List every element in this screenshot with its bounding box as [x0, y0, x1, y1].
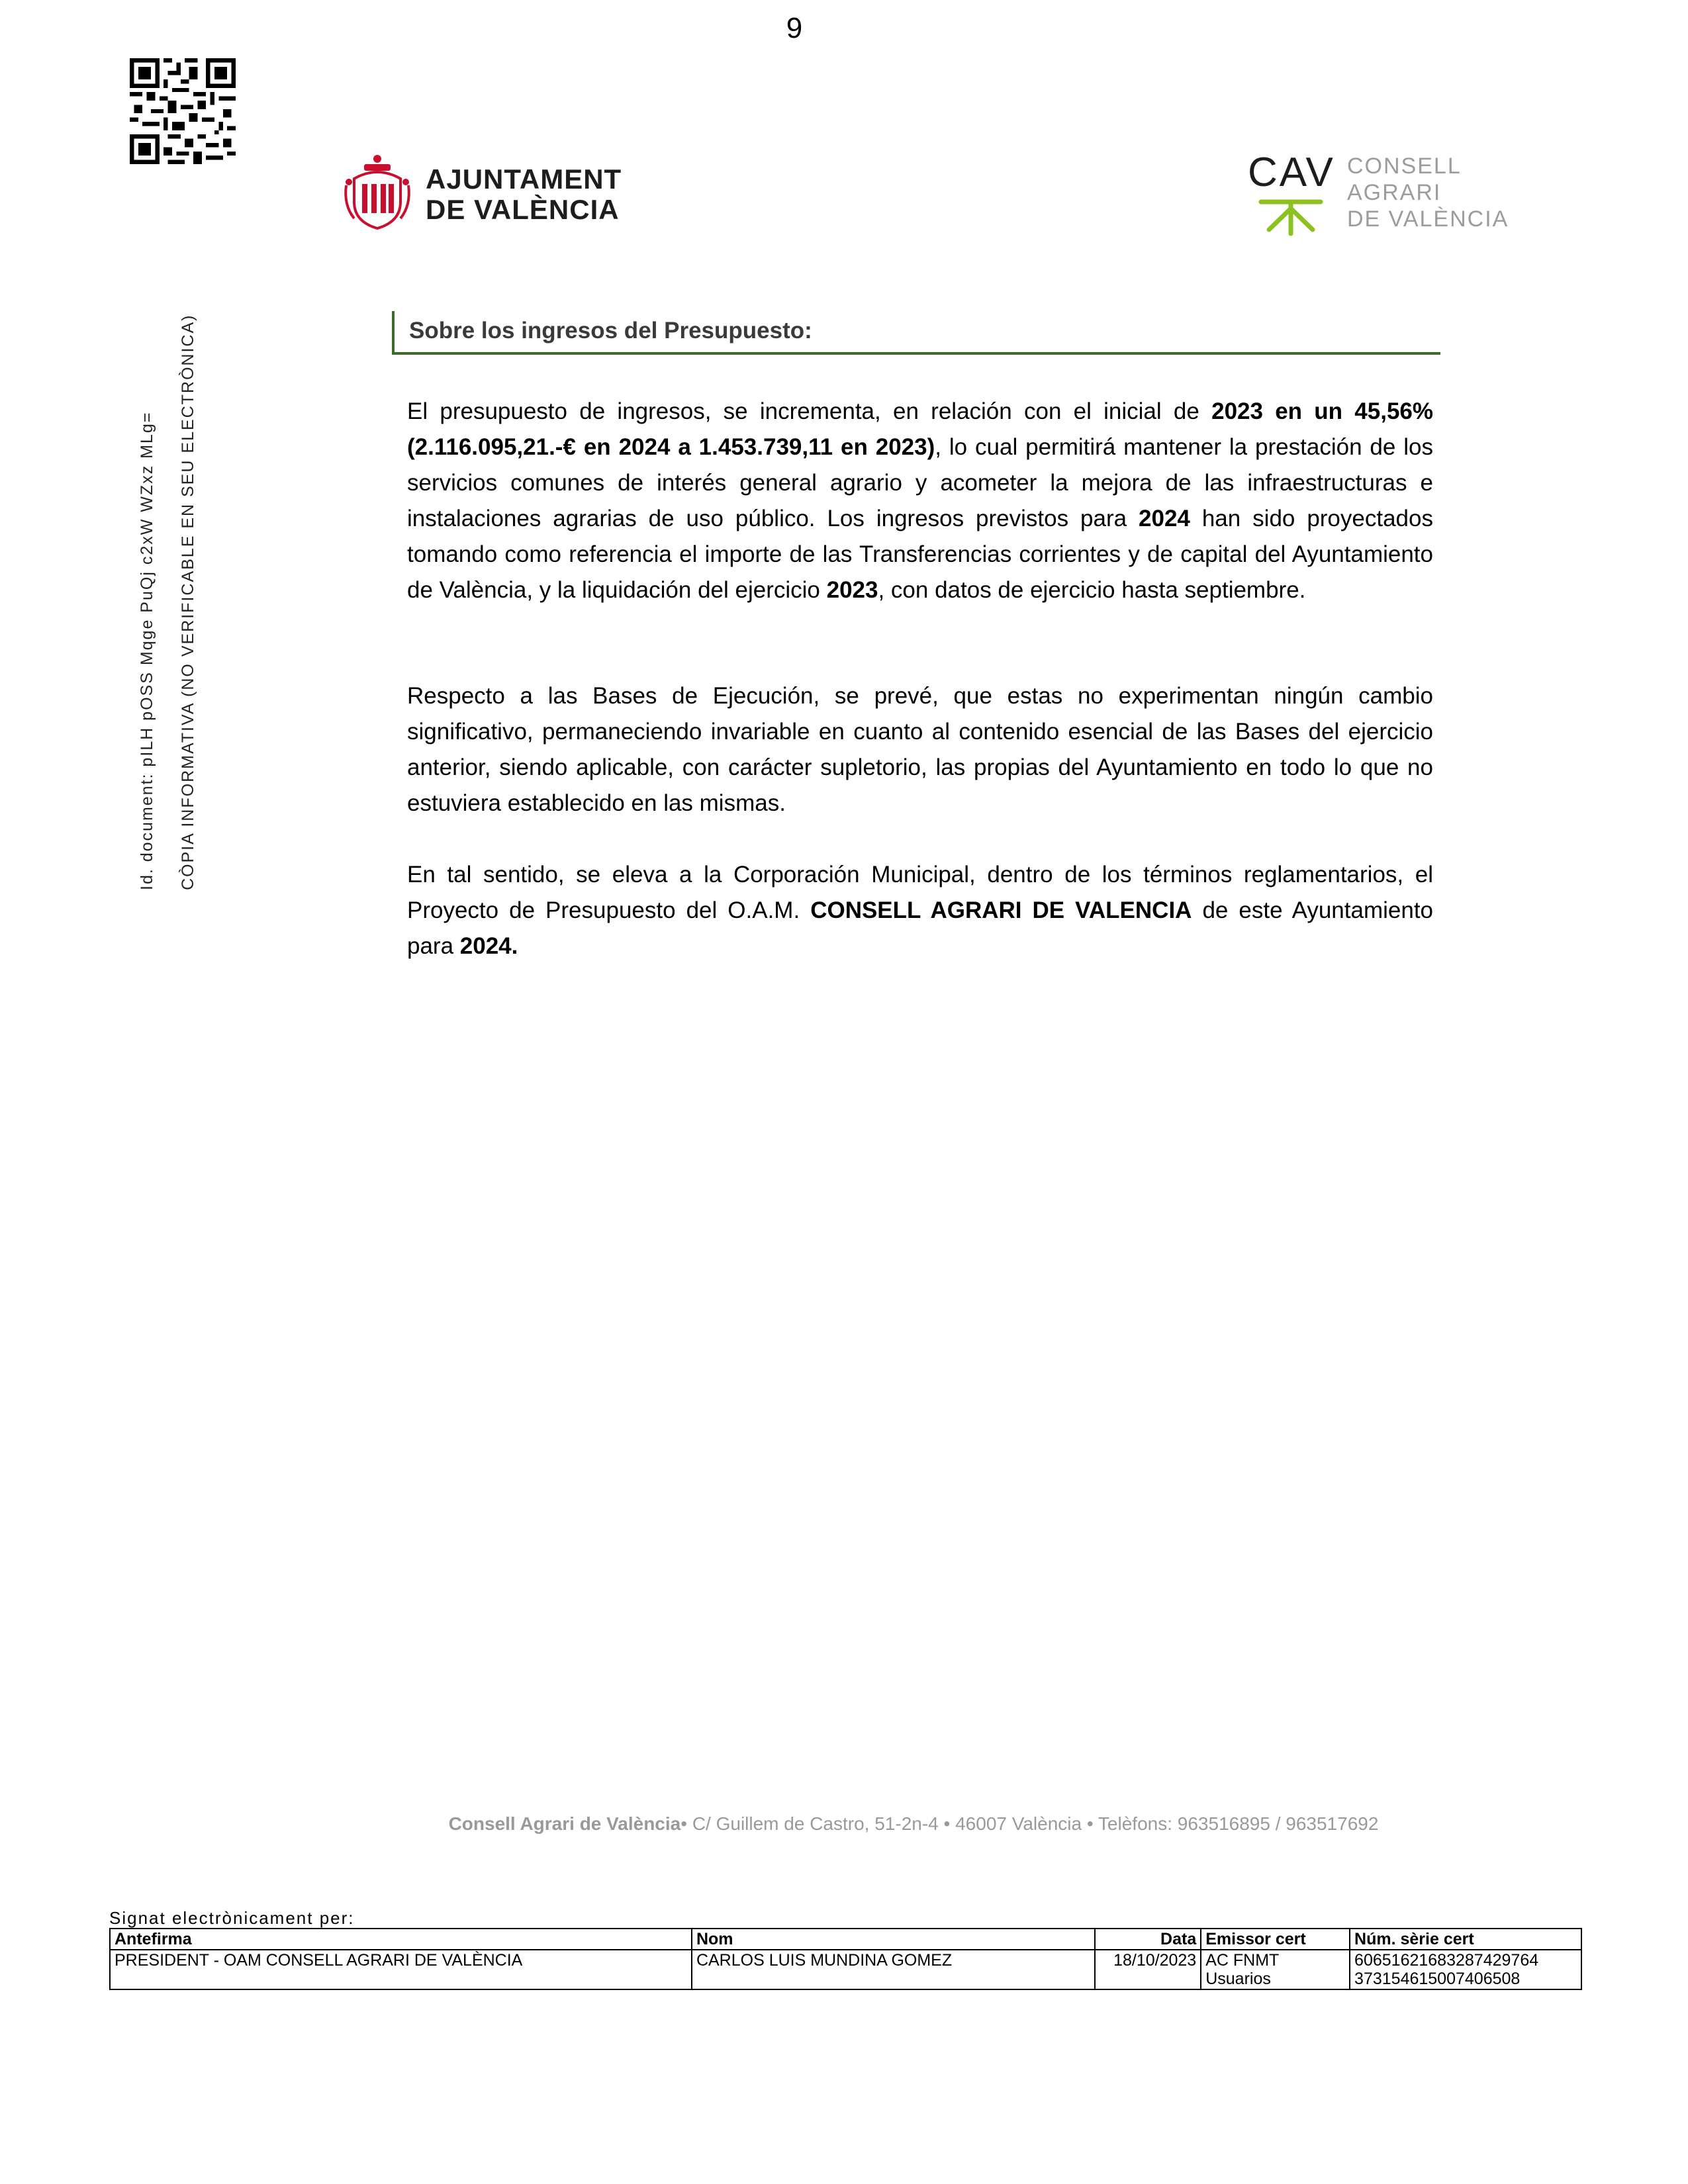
- p1-text-4: , con datos de ejercicio hasta septiembre.: [878, 577, 1306, 603]
- copy-notice: CÒPIA INFORMATIVA (NO VERIFICABLE EN SEU ELECTRÒNICA): [179, 314, 197, 890]
- ajuntament-shield-icon: [341, 152, 414, 232]
- footer-address-text: • C/ Guillem de Castro, 51-2n-4 • 46007 València • Telèfons: 963516895 / 963517692: [680, 1813, 1379, 1834]
- cav-line-2: AGRARI: [1347, 180, 1442, 205]
- p3-text-1: En tal sentido, se eleva a la Corporación Municipal, dentro de los términos reglamentarios, el Proyecto de Presupuesto del O.A.M.: [407, 862, 1433, 923]
- serie-line-2: 373154615007406508: [1354, 1970, 1521, 1988]
- p1-text-3: han sido proyectados tomando como referencia el importe de las Transferencias corrientes y de capital del Ayuntamiento de València, y la liquidación del ejercicio: [407, 506, 1433, 603]
- ajuntament-logo: [341, 152, 622, 232]
- cav-line-1: CONSELL: [1347, 154, 1462, 179]
- header-serie: Núm. sèrie cert: [1350, 1929, 1581, 1950]
- cell-antefirma: PRESIDENT - OAM CONSELL AGRARI DE VALÈNCIA: [110, 1950, 692, 1989]
- paragraph-ingresos: [407, 394, 1433, 608]
- cav-logo: [1248, 149, 1513, 235]
- page-number: 9: [786, 12, 803, 44]
- emissor-line-1: AC FNMT: [1205, 1951, 1280, 1970]
- table-row: [110, 1950, 1581, 1989]
- paragraph-bases: Respecto a las Bases de Ejecución, se prevé, que estas no experimentan ningún cambio significativo, permaneciendo invariable en cuanto al contenido esencial de las Bases del ejercicio anterior, siendo aplicable, con carácter supletorio, las propias del Ayuntamiento en todo lo que no estuviera establecido en las mismas.: [407, 683, 1433, 816]
- document-id: Id. document: pILH pOSS Mqge PuQj c2xW WZxz MLg=: [138, 411, 156, 890]
- cav-wordmark: [1347, 153, 1509, 232]
- emissor-line-2: Usuarios: [1205, 1970, 1271, 1988]
- p1-bold-1: 2023 en un 45,56% (2.116.095,21.-€ en 2024 a 1.453.739,11 en 2023): [407, 398, 1434, 460]
- p1-bold-3: 2023: [826, 577, 878, 603]
- qr-code-icon: [130, 58, 236, 164]
- signature-table: [109, 1928, 1582, 1990]
- header-nom: Nom: [692, 1929, 1095, 1950]
- ajuntament-wordmark: [426, 164, 622, 225]
- section-heading: [392, 311, 1440, 355]
- p1-text-1: El presupuesto de ingresos, se incrementa, en relación con el inicial de: [407, 398, 1212, 424]
- signature-header-row: [110, 1929, 1581, 1950]
- cell-serie: [1350, 1950, 1581, 1989]
- cell-data: 18/10/2023: [1095, 1950, 1201, 1989]
- cav-sprout-icon: [1254, 197, 1327, 236]
- header-data: Data: [1095, 1929, 1201, 1950]
- footer-address: [0, 1813, 1688, 1835]
- signature-label: Signat electrònicament per:: [109, 1908, 355, 1928]
- cav-line-3: DE VALÈNCIA: [1347, 206, 1509, 232]
- serie-line-1: 60651621683287429764: [1354, 1951, 1539, 1970]
- ajuntament-line-1: AJUNTAMENT: [426, 163, 622, 195]
- footer-org: Consell Agrari de València: [448, 1813, 681, 1834]
- cell-emissor: [1201, 1950, 1350, 1989]
- header-emissor: Emissor cert: [1201, 1929, 1350, 1950]
- p3-text-2: de este Ayuntamiento para: [407, 897, 1434, 959]
- cav-letters: CAV: [1248, 150, 1335, 195]
- p1-bold-2: 2024: [1139, 506, 1190, 531]
- cell-nom: CARLOS LUIS MUNDINA GOMEZ: [692, 1950, 1095, 1989]
- header-antefirma: Antefirma: [110, 1929, 692, 1950]
- paragraph-elevacion: [407, 857, 1433, 964]
- p3-bold-1: CONSELL AGRARI DE VALENCIA: [810, 897, 1192, 923]
- section-heading-text: Sobre los ingresos del Presupuesto:: [409, 318, 812, 343]
- ajuntament-line-2: DE VALÈNCIA: [426, 194, 620, 225]
- p3-bold-2: 2024.: [459, 933, 518, 959]
- p1-text-2: , lo cual permitirá mantener la prestación de los servicios comunes de interés general agrario y acometer la mejora de las infraestructuras e instalaciones agrarias de uso público. Los ingresos previstos para: [407, 434, 1433, 531]
